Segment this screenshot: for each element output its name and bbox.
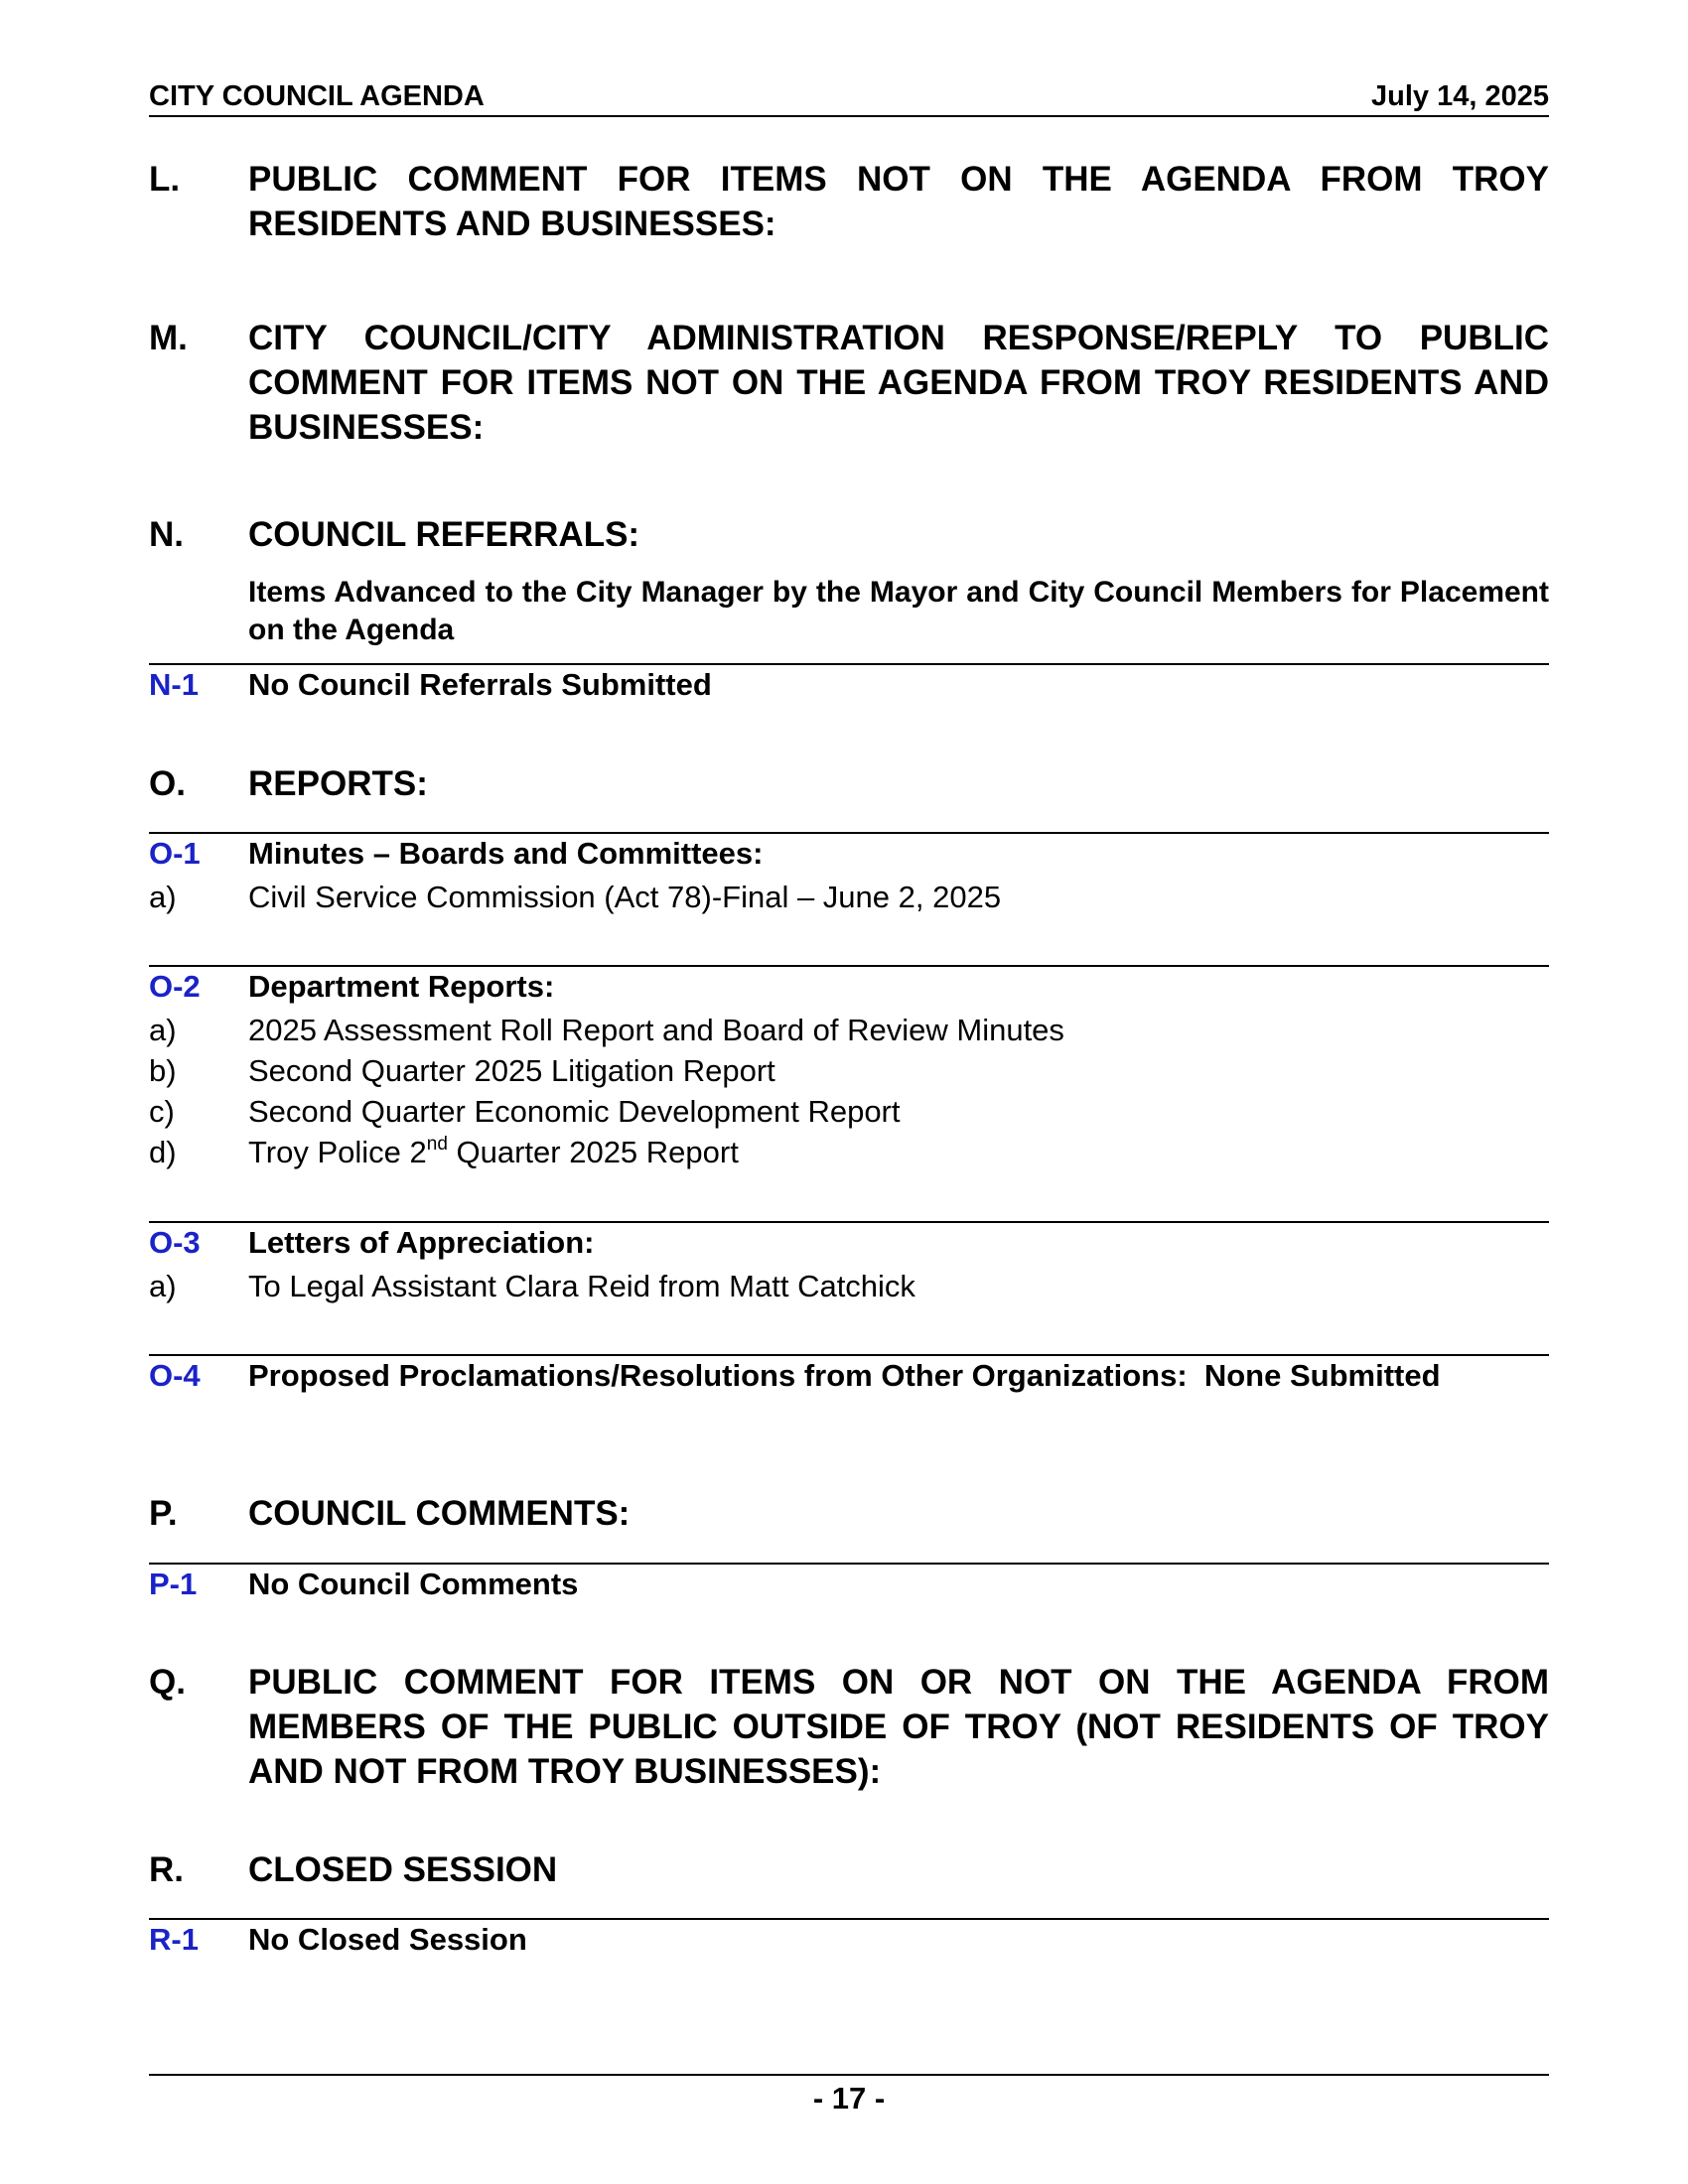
sub-item — [149, 877, 1549, 917]
section-letter: O. — [149, 764, 186, 803]
item-code: R-1 — [149, 1922, 199, 1957]
sub-item-label: 2025 Assessment Roll Report and Board of Review Minutes — [248, 1013, 1064, 1047]
header-title: CITY COUNCIL AGENDA — [149, 80, 485, 112]
item-code: O-2 — [149, 969, 201, 1004]
footer-divider — [149, 2074, 1549, 2076]
sub-item-code: d) — [149, 1135, 177, 1169]
page-header — [149, 79, 1549, 117]
section-title: REPORTS: — [248, 764, 428, 803]
sub-item-code: b) — [149, 1053, 177, 1088]
label-text: Quarter 2025 Report — [447, 1135, 739, 1169]
section-subtitle: Items Advanced to the City Manager by the Mayor and City Council Members for Placement on the Agenda — [248, 576, 1549, 646]
sub-item-code: c) — [149, 1094, 175, 1129]
ordinal-suffix: nd — [426, 1133, 448, 1155]
section-title: PUBLIC COMMENT FOR ITEMS NOT ON THE AGENDA FROM TROY RESIDENTS AND BUSINESSES: — [248, 160, 1549, 243]
item-r-1 — [149, 1919, 1549, 1960]
item-label: No Closed Session — [248, 1922, 527, 1957]
section-title: COUNCIL REFERRALS: — [248, 515, 640, 554]
sub-item-code: a) — [149, 1269, 177, 1303]
header-date: July 14, 2025 — [1371, 80, 1549, 112]
sub-item-label: To Legal Assistant Clara Reid from Matt Catchick — [248, 1269, 915, 1303]
agenda-page — [149, 0, 1549, 2184]
section-letter: M. — [149, 319, 188, 357]
sub-item — [149, 1132, 1549, 1172]
item-o-4 — [149, 1355, 1549, 1396]
sub-item-label — [248, 1132, 739, 1172]
section-title: COUNCIL COMMENTS: — [248, 1494, 631, 1533]
sub-item — [149, 1050, 1549, 1091]
section-letter: L. — [149, 160, 181, 199]
sub-item-label: Civil Service Commission (Act 78)-Final – June 2, 2025 — [248, 880, 1002, 914]
item-code: P-1 — [149, 1567, 198, 1601]
sub-item-code: a) — [149, 1013, 177, 1047]
item-label: No Council Referrals Submitted — [248, 667, 712, 702]
section-letter: P. — [149, 1494, 178, 1533]
item-code: O-1 — [149, 836, 201, 871]
sub-item — [149, 1010, 1549, 1050]
item-o-1 — [149, 833, 1549, 874]
section-letter: Q. — [149, 1663, 186, 1702]
item-label: Proposed Proclamations/Resolutions from Other Organizations: None Submitted — [248, 1358, 1441, 1393]
item-p-1 — [149, 1564, 1549, 1604]
item-label: No Council Comments — [248, 1567, 579, 1601]
page-number: - 17 - — [812, 2081, 886, 2116]
item-label: Department Reports: — [248, 969, 555, 1004]
item-o-3 — [149, 1222, 1549, 1263]
item-code: N-1 — [149, 667, 199, 702]
sub-item-code: a) — [149, 880, 177, 914]
section-n — [149, 512, 1549, 557]
label-text: Troy Police 2 — [248, 1135, 427, 1169]
section-r — [149, 1847, 1549, 1892]
section-p — [149, 1491, 1549, 1536]
section-l — [149, 157, 1549, 246]
item-label: Minutes – Boards and Committees: — [248, 836, 764, 871]
section-letter: R. — [149, 1850, 184, 1889]
sub-item-label: Second Quarter 2025 Litigation Report — [248, 1053, 775, 1088]
item-o-2 — [149, 966, 1549, 1007]
section-title: CITY COUNCIL/CITY ADMINISTRATION RESPONSE/REPLY TO PUBLIC COMMENT FOR ITEMS NOT ON THE AGENDA FROM TROY RESIDENTS AND BUSINESSES: — [248, 319, 1549, 447]
section-o — [149, 761, 1549, 806]
sub-item-label: Second Quarter Economic Development Report — [248, 1094, 901, 1129]
item-label: Letters of Appreciation: — [248, 1225, 595, 1260]
sub-item — [149, 1091, 1549, 1132]
section-q — [149, 1660, 1549, 1794]
item-n-1 — [149, 664, 1549, 705]
sub-item — [149, 1266, 1549, 1306]
section-title: PUBLIC COMMENT FOR ITEMS ON OR NOT ON THE AGENDA FROM MEMBERS OF THE PUBLIC OUTSIDE OF TROY (NOT RESIDENTS OF TROY AND NOT FROM TROY BUSINESSES): — [248, 1663, 1549, 1791]
section-m — [149, 316, 1549, 450]
section-letter: N. — [149, 515, 184, 554]
section-title: CLOSED SESSION — [248, 1850, 558, 1889]
item-code: O-4 — [149, 1358, 201, 1393]
item-code: O-3 — [149, 1225, 201, 1260]
